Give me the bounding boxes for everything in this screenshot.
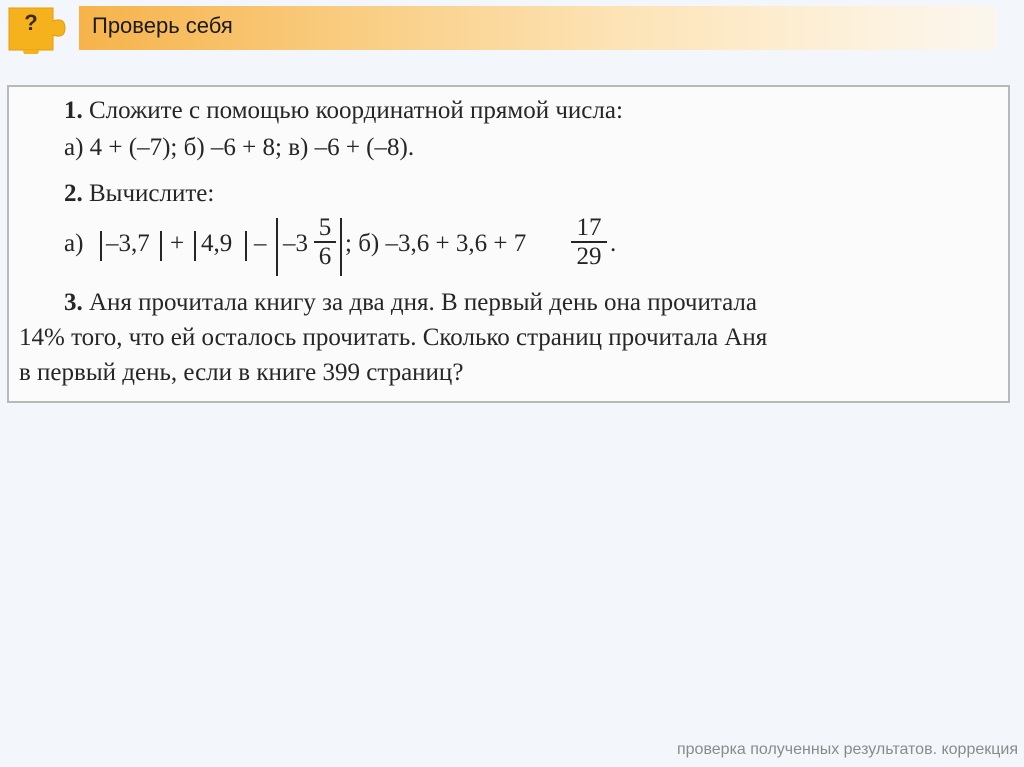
- task2-number: 2.: [64, 180, 83, 207]
- task1-text: Сложите с помощью координатной прямой числа:: [82, 97, 623, 124]
- fraction-numerator: 17: [571, 215, 607, 243]
- abs-bar: [100, 231, 102, 261]
- task2-prefix: а): [64, 230, 84, 257]
- task2-minus: –: [254, 230, 267, 257]
- task2-abs2: 4,9: [201, 230, 233, 257]
- question-mark-glyph: ?: [24, 10, 38, 35]
- task2-text: Вычислите:: [82, 180, 215, 207]
- task3-line2: 14% того, что ей осталось прочитать. Сколько страниц прочитала Аня: [19, 324, 768, 351]
- task2-plus: +: [170, 230, 185, 257]
- abs-bar: [276, 218, 278, 276]
- task1-line2: а) 4 + (–7); б) –6 + 8; в) –6 + (–8).: [64, 134, 415, 161]
- task2-abs1: –3,7: [106, 230, 150, 257]
- task2-abs3-fraction: [314, 215, 336, 269]
- abs-bar: [194, 231, 196, 261]
- task1-number: 1.: [64, 97, 83, 124]
- task3-line1: [64, 289, 757, 317]
- task2-b-end: .: [610, 230, 617, 257]
- abs-bar: [245, 231, 247, 261]
- fraction-numerator: 5: [314, 215, 336, 243]
- task2-b-fraction: [571, 215, 607, 269]
- abs-bar: [160, 231, 162, 261]
- task2-abs3-whole: –3: [283, 230, 308, 257]
- task2-line1: [64, 180, 214, 208]
- task1-line1: [64, 97, 623, 125]
- fraction-denominator: 29: [576, 243, 602, 270]
- task3-line3: в первый день, если в книге 399 страниц?: [19, 359, 464, 386]
- task3-number: 3.: [64, 289, 83, 316]
- fraction-denominator: 6: [318, 243, 332, 270]
- page-title: Проверь себя: [92, 13, 233, 38]
- footer-caption: проверка полученных результатов. коррекция: [676, 741, 1018, 758]
- abs-bar: [340, 218, 342, 276]
- task2-b-expression: ; б) –3,6 + 3,6 + 7: [345, 230, 527, 257]
- task3-text: Аня прочитала книгу за два дня. В первый день она прочитала: [82, 289, 758, 316]
- puzzle-question-icon: [5, 6, 67, 54]
